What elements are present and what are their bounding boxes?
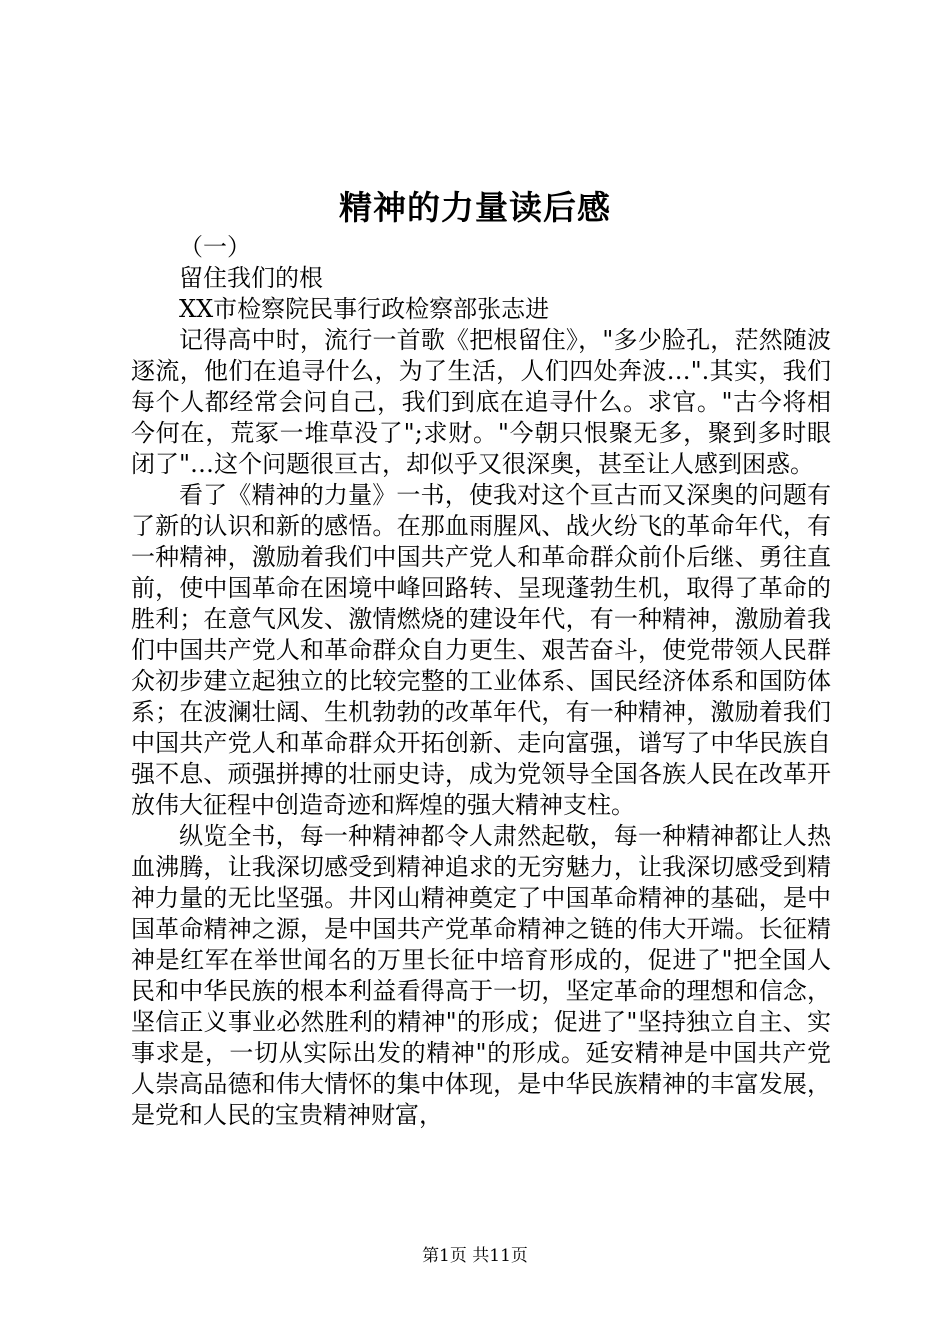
author-line: XX市检察院民事行政检察部张志进 [179,295,550,323]
subtitle: 留住我们的根 [179,264,323,292]
document-title: 精神的力量读后感 [339,188,611,227]
paragraph-2: 看了《精神的力量》一书，使我对这个亘古而又深奥的问题有了新的认识和新的感悟。在那血雨腥风、战火纷飞的革命年代，有一种精神，激励着我们中国共产党人和革命群众前仆后继、勇往直前，使中国革命在困境中峰回路转、呈现蓬勃生机，取得了革命的胜利；在意气风发、激情燃烧的建设年代，有一种精神，激励着我们中国共产党人和革命群众自力更生、艰苦奋斗，使党带领人民群众初步建立起独立的比较完整的工业体系、国民经济体系和国防体系；在波澜壮阔、生机勃勃的改革年代，有一种精神，激励着我们中国共产党人和革命群众开拓创新、走向富强，谱写了中华民族自强不息、顽强拼搏的壮丽史诗，成为党领导全国各族人民在改革开放伟大征程中创造奇迹和辉煌的强大精神支柱。 [131,481,831,819]
paragraph-3: 纵览全书，每一种精神都令人肃然起敬，每一种精神都让人热血沸腾，让我深切感受到精神追求的无穷魅力，让我深切感受到精神力量的无比坚强。井冈山精神奠定了中国革命精神的基础，是中国革命精神之源，是中国共产党革命精神之链的伟大开端。长征精神是红军在举世闻名的万里长征中培育形成的，促进了"把全国人民和中华民族的根本利益看得高于一切，坚定革命的理想和信念，坚信正义事业必然胜利的精神"的形成；促进了"坚持独立自主、实事求是，一切从实际出发的精神"的形成。延安精神是中国共产党人崇高品德和伟大情怀的集中体现，是中华民族精神的丰富发展，是党和人民的宝贵精神财富， [131,822,831,1129]
section-marker: （一） [179,233,251,261]
document-body [131,232,831,1131]
paragraph-1: 记得高中时，流行一首歌《把根留住》，"多少脸孔，茫然随波逐流，他们在追寻什么，为了生活，人们四处奔波…".其实，我们每个人都经常会问自己，我们到底在追寻什么。求官。"古今将相今何在，荒冢一堆草没了";求财。"今朝只恨聚无多，聚到多时眼闭了"…这个问题很亘古，却似乎又很深奥，甚至让人感到困惑。 [131,326,831,478]
page-footer: 第1页 共11页 [422,1246,528,1266]
